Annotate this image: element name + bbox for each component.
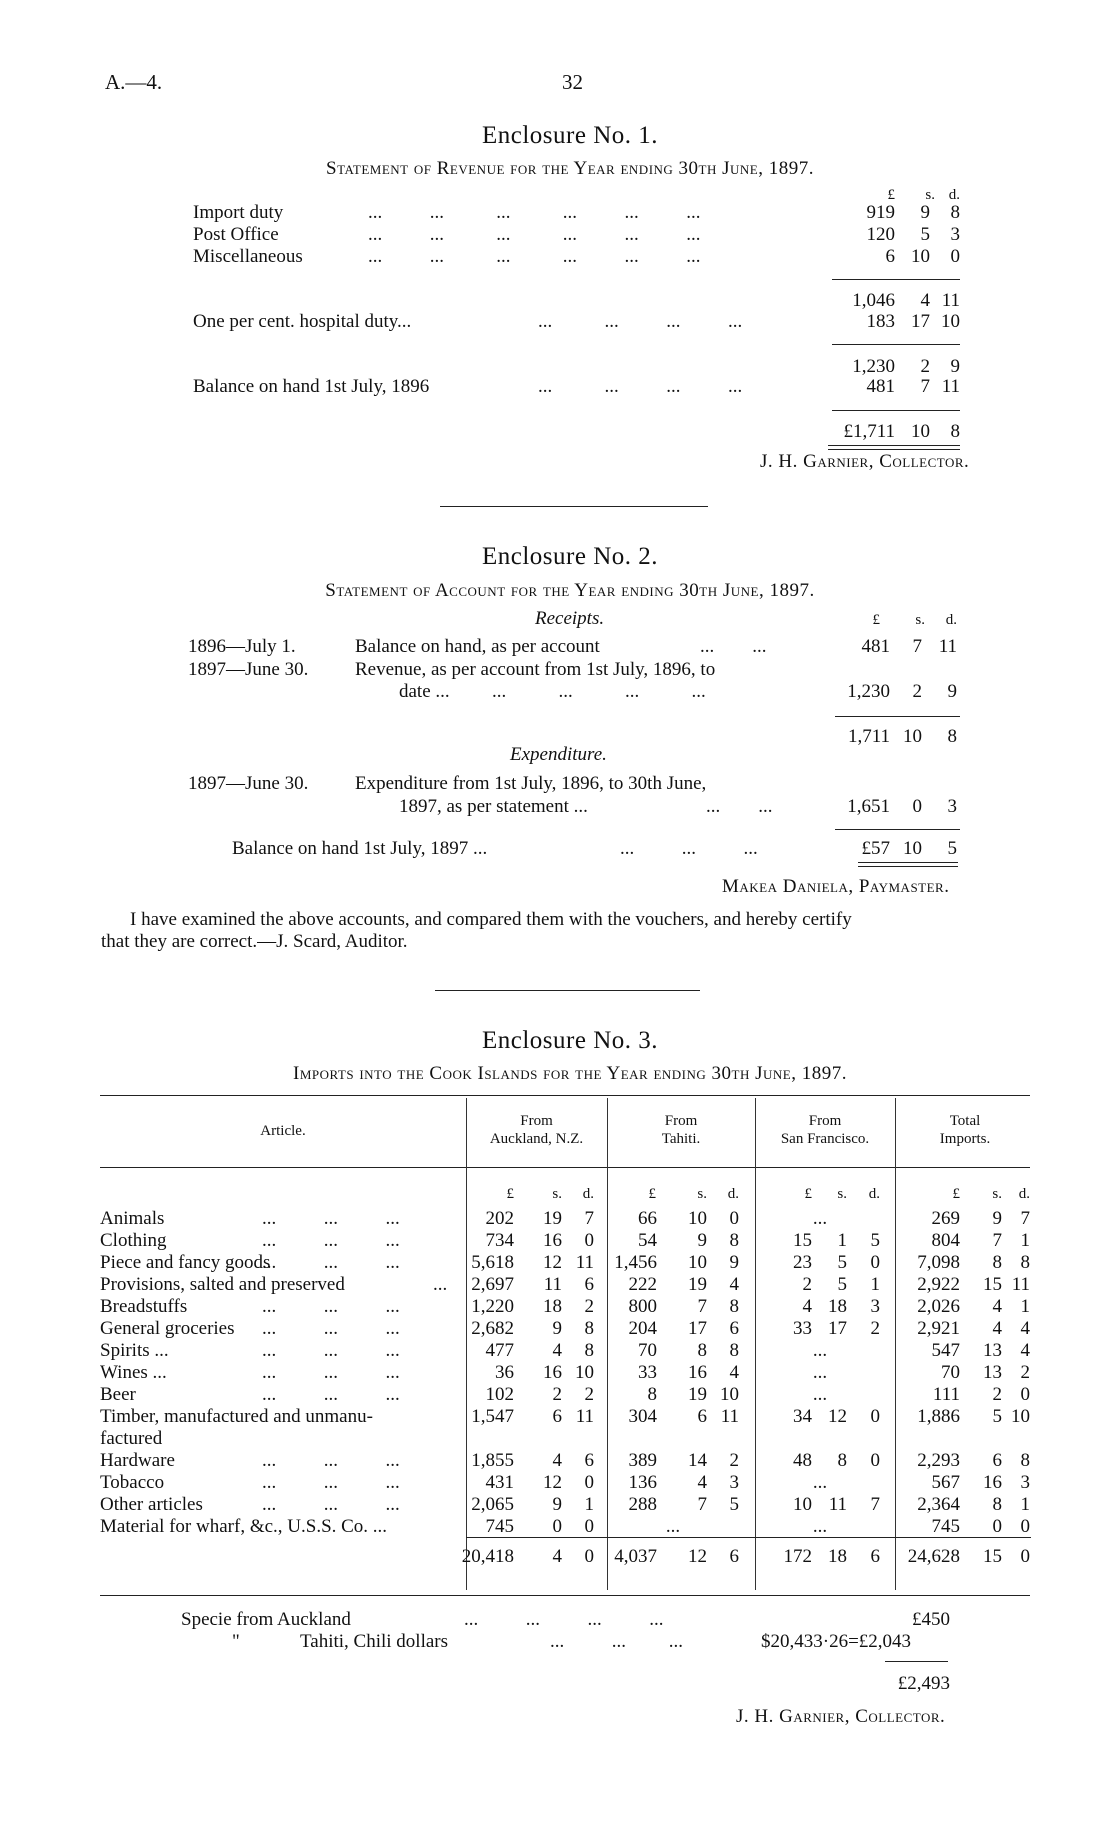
balance-label: Balance on hand 1st July, 1896 — [193, 376, 430, 397]
auckland-pence-cell: 2 — [584, 1296, 594, 1317]
total-shillings-cell: 8 — [992, 1494, 1002, 1515]
sf-shillings-cell: 18 — [828, 1296, 847, 1317]
tahiti-pence-cell: 4 — [729, 1274, 739, 1295]
section-divider — [435, 990, 700, 991]
total-pounds-cell: 1,886 — [917, 1406, 960, 1427]
receipts-total-pounds: 1,711 — [847, 726, 890, 747]
article-cell: Piece and fancy goods — [100, 1252, 271, 1273]
total-total-pence: 0 — [1020, 1546, 1030, 1567]
paymaster-signature: Makea Daniela, Paymaster. — [722, 876, 950, 897]
auckland-pence-cell: 2 — [584, 1384, 594, 1405]
sf-empty-cell: ... — [812, 1472, 828, 1493]
entry-text-continued: date ... — [399, 681, 450, 702]
entry-pounds: 1,230 — [847, 681, 890, 702]
total-pence-cell: 8 — [1020, 1252, 1030, 1273]
tahiti-pounds-cell: 8 — [647, 1384, 657, 1405]
auckland-pence-cell: 8 — [584, 1340, 594, 1361]
total-shillings-cell: 13 — [983, 1340, 1002, 1361]
totals-rule — [466, 1537, 1031, 1538]
total-shillings-cell: 4 — [992, 1296, 1002, 1317]
tahiti-shillings-cell: 19 — [688, 1384, 707, 1405]
specie-tahiti-label: Tahiti, Chili dollars — [300, 1631, 449, 1652]
balance-pounds: 481 — [866, 376, 895, 397]
tahiti-pounds-cell: 54 — [638, 1230, 657, 1251]
specie-total: £2,493 — [897, 1673, 950, 1694]
tahiti-shillings-cell: 17 — [688, 1318, 707, 1339]
sf-pounds-cell: 2 — [802, 1274, 812, 1295]
total-pence-cell: 1 — [1020, 1230, 1030, 1251]
tahiti-shillings-cell: 14 — [688, 1450, 707, 1471]
sf-empty-cell: ... — [812, 1516, 828, 1537]
expenditure-heading: Expenditure. — [510, 744, 607, 765]
subtotal-pence: 11 — [941, 290, 960, 311]
hospital-duty-label: One per cent. hospital duty... — [193, 311, 412, 332]
shillings-value: 9 — [920, 202, 930, 223]
balance-shillings: 7 — [920, 376, 930, 397]
sf-shillings-cell: 11 — [828, 1494, 847, 1515]
pence-header: d. — [948, 187, 960, 203]
tahiti-shillings-cell: 16 — [688, 1362, 707, 1383]
tahiti-shillings-cell: 10 — [688, 1208, 707, 1229]
auckland-pounds-cell: 36 — [495, 1362, 514, 1383]
article-cell: Hardware — [100, 1450, 175, 1471]
article-cell: Animals — [100, 1208, 165, 1229]
auckland-shillings-cell: 4 — [552, 1340, 562, 1361]
page-number: 32 — [562, 70, 583, 94]
article-cell: Breadstuffs — [100, 1296, 188, 1317]
auckland-shillings-cell: 16 — [543, 1230, 562, 1251]
total-total-shillings: 15 — [983, 1546, 1002, 1567]
enclosure-2-title: Enclosure No. 2. — [481, 543, 659, 570]
article-cell: Material for wharf, &c., U.S.S. Co. ... — [100, 1516, 388, 1537]
auckland-shillings-cell: 12 — [543, 1252, 562, 1273]
sf-pounds-cell: 34 — [793, 1406, 812, 1427]
auckland-pence-cell: 7 — [584, 1208, 594, 1229]
auckland-shillings-cell: 19 — [543, 1208, 562, 1229]
pence-value: 3 — [950, 224, 960, 245]
divider — [835, 829, 960, 830]
receipts-total-shillings: 10 — [903, 726, 922, 747]
tahiti-pence-cell: 6 — [729, 1318, 739, 1339]
tahiti-pounds-cell: 304 — [628, 1406, 657, 1427]
total-shillings-cell: 2 — [992, 1384, 1002, 1405]
specie-auckland-value: £450 — [912, 1609, 950, 1630]
total-pounds-cell: 2,922 — [917, 1274, 960, 1295]
total-shillings-cell: 7 — [992, 1230, 1002, 1251]
total-shillings-cell: 9 — [992, 1208, 1002, 1229]
divider — [832, 279, 960, 280]
sf-total-pounds: 172 — [783, 1546, 812, 1567]
total-pounds-cell: 745 — [931, 1516, 960, 1537]
subtotal-pence: 9 — [950, 356, 960, 377]
auckland-pence-cell: 11 — [575, 1406, 594, 1427]
auckland-pence-cell: 10 — [575, 1362, 594, 1383]
subtotal-shillings: 4 — [920, 290, 930, 311]
entry-text: Revenue, as per account from 1st July, 1896, to — [355, 659, 716, 680]
auckland-pounds-cell: 431 — [485, 1472, 514, 1493]
auckland-pence-cell: 6 — [584, 1450, 594, 1471]
total-pounds-cell: 804 — [931, 1230, 960, 1251]
tahiti-pence-cell: 9 — [729, 1252, 739, 1273]
auckland-pounds-cell: 2,697 — [471, 1274, 514, 1295]
hospital-pounds: 183 — [866, 311, 895, 332]
total-pounds-cell: 269 — [931, 1208, 960, 1229]
leader-dots: ... ... ... — [262, 1230, 400, 1251]
article-cell: Other articles — [100, 1494, 203, 1515]
total-pounds-cell: 2,921 — [917, 1318, 960, 1339]
sf-pence-cell: 0 — [870, 1252, 880, 1273]
auckland-shillings-cell: 0 — [552, 1516, 562, 1537]
total-shillings-cell: 15 — [983, 1274, 1002, 1295]
sf-pounds-cell: 4 — [802, 1296, 812, 1317]
leader-dots: ... ... ... — [262, 1362, 400, 1383]
sf-shillings-cell: 17 — [828, 1318, 847, 1339]
pounds-value: 120 — [866, 224, 895, 245]
shillings-header: s. — [925, 187, 935, 203]
shillings-value: 10 — [911, 246, 930, 267]
tahiti-pence-cell: 8 — [729, 1296, 739, 1317]
page-reference: A.—4. — [105, 70, 163, 94]
subtotal-pounds: 1,230 — [852, 356, 895, 377]
auckland-pounds-cell: 102 — [485, 1384, 514, 1405]
sf-pounds-cell: 10 — [793, 1494, 812, 1515]
balance-pounds: £57 — [861, 838, 890, 859]
sf-pence-cell: 7 — [870, 1494, 880, 1515]
tahiti-shillings-cell: 8 — [697, 1340, 707, 1361]
column-header-auckland-line-1: From — [520, 1113, 553, 1129]
hospital-shillings: 17 — [911, 311, 930, 332]
revenue-label: Post Office — [193, 224, 279, 245]
entry-pounds: 481 — [861, 636, 890, 657]
receipts-total-pence: 8 — [947, 726, 957, 747]
leader-dots: ... ... ... — [262, 1494, 400, 1515]
sf-pounds-cell: 48 — [793, 1450, 812, 1471]
article-cell: Wines ... — [100, 1362, 167, 1383]
total-shillings-cell: 13 — [983, 1362, 1002, 1383]
tahiti-pence-cell: 2 — [729, 1450, 739, 1471]
tahiti-shillings-cell: 19 — [688, 1274, 707, 1295]
auckland-shillings-cell: 6 — [552, 1406, 562, 1427]
revenue-label: Import duty — [193, 202, 284, 223]
sf-empty-cell: ... — [812, 1208, 828, 1229]
tahiti-pence-cell: 10 — [720, 1384, 739, 1405]
total-pounds-cell: 70 — [941, 1362, 960, 1383]
auckland-pounds-cell: 734 — [485, 1230, 514, 1251]
tahiti-shillings-cell: 7 — [697, 1494, 707, 1515]
tahiti-pence-cell: 4 — [729, 1362, 739, 1383]
auckland-pence-cell: 6 — [584, 1274, 594, 1295]
revenue-label: Miscellaneous — [193, 246, 303, 267]
specie-tahiti-conversion: $20,433·26=£2,043 — [761, 1631, 912, 1652]
enclosure-2-subtitle: Statement of Account for the Year ending 30th June, 1897. — [325, 580, 815, 601]
divider — [835, 716, 960, 717]
leader-dots: ... ... ... — [262, 1208, 400, 1229]
leader-dots: ... ... ... — [262, 1340, 400, 1361]
balance-pence: 11 — [941, 376, 960, 397]
pence-value: 8 — [950, 202, 960, 223]
auckland-pounds-cell: 202 — [485, 1208, 514, 1229]
column-header-sf-line-1: From — [808, 1113, 842, 1129]
divider — [832, 344, 960, 345]
total-pounds-cell: 547 — [931, 1340, 960, 1361]
balance-pence: 5 — [947, 838, 957, 859]
auckland-shillings-cell: 4 — [552, 1450, 562, 1471]
total-pence: 8 — [950, 421, 960, 442]
article-cell-continued: factured — [100, 1428, 163, 1449]
tahiti-pence-cell: 8 — [729, 1340, 739, 1361]
sf-pence-cell: 0 — [870, 1406, 880, 1427]
tahiti-pence-cell: 0 — [729, 1208, 739, 1229]
sf-pence-cell: 1 — [870, 1274, 880, 1295]
auckland-pounds-cell: 2,682 — [471, 1318, 514, 1339]
leader-dots: ... ... ... — [262, 1318, 400, 1339]
enclosure-1-title: Enclosure No. 1. — [481, 122, 659, 149]
auckland-pence-cell: 0 — [584, 1230, 594, 1251]
tahiti-pence-cell: 8 — [729, 1230, 739, 1251]
sf-empty-cell: ... — [812, 1362, 828, 1383]
auckland-shillings-cell: 2 — [552, 1384, 562, 1405]
tahiti-pounds-cell: 288 — [628, 1494, 657, 1515]
enclosure-3-subtitle: Imports into the Cook Islands for the Year ending 30th June, 1897. — [293, 1063, 847, 1084]
entry-text-continued: 1897, as per statement ... — [399, 796, 588, 817]
tahiti-pounds-cell: 389 — [628, 1450, 657, 1471]
tahiti-shillings-cell: 10 — [688, 1252, 707, 1273]
sf-empty-cell: ... — [812, 1384, 828, 1405]
total-pounds-cell: 567 — [931, 1472, 960, 1493]
auckland-shillings-cell: 16 — [543, 1362, 562, 1383]
tahiti-total-shillings: 12 — [688, 1546, 707, 1567]
auckland-pence-cell: 8 — [584, 1318, 594, 1339]
article-cell: Provisions, salted and preserved — [100, 1274, 345, 1295]
total-pounds-cell: 2,293 — [917, 1450, 960, 1471]
entry-pence: 3 — [947, 796, 957, 817]
sf-total-shillings: 18 — [828, 1546, 847, 1567]
leader-dots: ... ... ... — [262, 1296, 400, 1317]
auckland-pounds-cell: 1,220 — [471, 1296, 514, 1317]
column-header-total-line-1: Total — [949, 1113, 981, 1129]
total-pounds-cell: 2,026 — [917, 1296, 960, 1317]
total-pence-cell: 0 — [1020, 1516, 1030, 1537]
tahiti-pounds-cell: 136 — [628, 1472, 657, 1493]
auckland-pence-cell: 11 — [575, 1252, 594, 1273]
column-header-sf-line-2: San Francisco. — [780, 1131, 870, 1147]
total-shillings-cell: 4 — [992, 1318, 1002, 1339]
leader-dots: ... ... ... — [262, 1472, 400, 1493]
entry-shillings: 7 — [912, 636, 922, 657]
balance-shillings: 10 — [903, 838, 922, 859]
total-shillings-cell: 5 — [992, 1406, 1002, 1427]
tahiti-pounds-cell: 1,456 — [614, 1252, 657, 1273]
total-pence-cell: 1 — [1020, 1494, 1030, 1515]
subtotal-shillings: 2 — [920, 356, 930, 377]
auckland-shillings-cell: 18 — [543, 1296, 562, 1317]
article-cell: Tobacco — [100, 1472, 165, 1493]
auditor-certificate-line-2: that they are correct.—J. Scard, Auditor. — [101, 931, 408, 952]
entry-text: Expenditure from 1st July, 1896, to 30th June, — [355, 773, 707, 794]
tahiti-pence-cell: 3 — [729, 1472, 739, 1493]
auckland-pounds-cell: 1,547 — [471, 1406, 514, 1427]
total-pounds-cell: 7,098 — [917, 1252, 960, 1273]
tahiti-pounds-cell: 66 — [638, 1208, 657, 1229]
total-pence-cell: 1 — [1020, 1296, 1030, 1317]
double-rule — [858, 862, 958, 867]
tahiti-pounds-cell: 204 — [628, 1318, 657, 1339]
total-shillings: 10 — [911, 421, 930, 442]
tahiti-empty-cell: ... — [665, 1516, 681, 1537]
total-pence-cell: 4 — [1020, 1340, 1030, 1361]
pence-header: d. — [945, 612, 957, 628]
tahiti-pounds-cell: 800 — [628, 1296, 657, 1317]
entry-shillings: 2 — [912, 681, 922, 702]
sf-pence-cell: 3 — [870, 1296, 880, 1317]
auckland-total-shillings: 4 — [552, 1546, 562, 1567]
entry-date: 1897—June 30. — [188, 773, 309, 794]
tahiti-shillings-cell: 7 — [697, 1296, 707, 1317]
article-cell: Timber, manufactured and unmanu- — [100, 1406, 373, 1427]
sf-total-pence: 6 — [870, 1546, 880, 1567]
auckland-total-pence: 0 — [584, 1546, 594, 1567]
pounds-value: 6 — [885, 246, 895, 267]
total-pence-cell: 8 — [1020, 1450, 1030, 1471]
column-header-tahiti-line-2: Tahiti. — [661, 1131, 701, 1147]
collector-signature: J. H. Garnier, Collector. — [760, 451, 970, 472]
article-cell: Clothing — [100, 1230, 167, 1251]
enclosure-1-subtitle: Statement of Revenue for the Year ending 30th June, 1897. — [326, 158, 814, 179]
sf-empty-cell: ... — [812, 1340, 828, 1361]
auckland-pence-cell: 1 — [584, 1494, 594, 1515]
double-rule — [828, 445, 960, 450]
specie-auckland-label: Specie from Auckland — [181, 1609, 351, 1630]
pounds-header: £ — [887, 187, 895, 203]
sf-shillings-cell: 1 — [837, 1230, 847, 1251]
auckland-pence-cell: 0 — [584, 1516, 594, 1537]
tahiti-shillings-cell: 9 — [697, 1230, 707, 1251]
total-shillings-cell: 16 — [983, 1472, 1002, 1493]
ditto-mark: " — [232, 1631, 240, 1652]
shillings-header: s. — [915, 612, 925, 628]
sf-shillings-cell: 5 — [837, 1274, 847, 1295]
sf-pence-cell: 2 — [870, 1318, 880, 1339]
total-shillings-cell: 0 — [992, 1516, 1002, 1537]
pounds-value: 919 — [866, 202, 895, 223]
entry-pounds: 1,651 — [847, 796, 890, 817]
tahiti-pounds-cell: 222 — [628, 1274, 657, 1295]
article-cell: General groceries — [100, 1318, 235, 1339]
column-header-article: Article. — [260, 1123, 306, 1139]
leader-dots: ... ... ... — [262, 1450, 400, 1471]
balance-label: Balance on hand 1st July, 1897 ... — [232, 838, 488, 859]
shillings-value: 5 — [920, 224, 930, 245]
total-pounds: £1,711 — [843, 421, 895, 442]
total-pence-cell: 0 — [1020, 1384, 1030, 1405]
tahiti-pence-cell: 11 — [720, 1406, 739, 1427]
receipts-heading: Receipts. — [535, 608, 605, 629]
section-divider — [440, 506, 708, 507]
auckland-pounds-cell: 5,618 — [471, 1252, 514, 1273]
pence-value: 0 — [950, 246, 960, 267]
sf-pence-cell: 0 — [870, 1450, 880, 1471]
total-pence-cell: 11 — [1011, 1274, 1030, 1295]
auckland-total-pounds: 20,418 — [461, 1546, 514, 1567]
auckland-shillings-cell: 12 — [543, 1472, 562, 1493]
column-header-tahiti-line-1: From — [664, 1113, 698, 1129]
column-header-total-line-2: Imports. — [939, 1131, 991, 1147]
total-pounds-cell: 2,364 — [917, 1494, 960, 1515]
auckland-shillings-cell: 9 — [552, 1494, 562, 1515]
tahiti-shillings-cell: 4 — [697, 1472, 707, 1493]
leader-dots: ... ... ... — [262, 1252, 400, 1273]
article-cell: Beer — [100, 1384, 136, 1405]
sf-pounds-cell: 15 — [793, 1230, 812, 1251]
total-shillings-cell: 6 — [992, 1450, 1002, 1471]
tahiti-total-pence: 6 — [729, 1546, 739, 1567]
total-total-pounds: 24,628 — [907, 1546, 960, 1567]
auckland-pounds-cell: 477 — [485, 1340, 514, 1361]
total-shillings-cell: 8 — [992, 1252, 1002, 1273]
entry-date: 1897—June 30. — [188, 659, 309, 680]
auckland-pence-cell: 0 — [584, 1472, 594, 1493]
auckland-pounds-cell: 745 — [485, 1516, 514, 1537]
auckland-pounds-cell: 2,065 — [471, 1494, 514, 1515]
auditor-certificate-line-1: I have examined the above accounts, and compared them with the vouchers, and hereby certify — [130, 909, 852, 930]
sf-pence-cell: 5 — [870, 1230, 880, 1251]
tahiti-total-pounds: 4,037 — [614, 1546, 657, 1567]
entry-pence: 9 — [947, 681, 957, 702]
sf-pounds-cell: 23 — [793, 1252, 812, 1273]
total-pounds-cell: 111 — [932, 1384, 960, 1405]
enclosure-3-title: Enclosure No. 3. — [481, 1027, 659, 1054]
hospital-pence: 10 — [941, 311, 960, 332]
auckland-shillings-cell: 11 — [543, 1274, 562, 1295]
entry-date: 1896—July 1. — [188, 636, 296, 657]
sf-shillings-cell: 5 — [837, 1252, 847, 1273]
subtotal-pounds: 1,046 — [852, 290, 895, 311]
entry-pence: 11 — [938, 636, 957, 657]
auckland-shillings-cell: 9 — [552, 1318, 562, 1339]
tahiti-shillings-cell: 6 — [697, 1406, 707, 1427]
article-cell: Spirits ... — [100, 1340, 169, 1361]
tahiti-pence-cell: 5 — [729, 1494, 739, 1515]
sf-shillings-cell: 12 — [828, 1406, 847, 1427]
sf-pounds-cell: 33 — [793, 1318, 812, 1339]
column-header-auckland-line-2: Auckland, N.Z. — [489, 1131, 584, 1147]
divider — [832, 410, 960, 411]
sf-shillings-cell: 8 — [837, 1450, 847, 1471]
total-pence-cell: 3 — [1020, 1472, 1030, 1493]
entry-text: Balance on hand, as per account — [355, 636, 600, 657]
divider — [885, 1661, 948, 1662]
collector-signature: J. H. Garnier, Collector. — [736, 1706, 946, 1727]
total-pence-cell: 4 — [1020, 1318, 1030, 1339]
leader-dots: ... ... ... — [262, 1384, 400, 1405]
pounds-header: £ — [872, 612, 880, 628]
tahiti-pounds-cell: 70 — [638, 1340, 657, 1361]
entry-shillings: 0 — [912, 796, 922, 817]
auckland-pounds-cell: 1,855 — [471, 1450, 514, 1471]
total-pence-cell: 7 — [1020, 1208, 1030, 1229]
tahiti-pounds-cell: 33 — [638, 1362, 657, 1383]
leader-dots: ... — [433, 1274, 448, 1295]
total-pence-cell: 2 — [1020, 1362, 1030, 1383]
total-pence-cell: 10 — [1011, 1406, 1030, 1427]
